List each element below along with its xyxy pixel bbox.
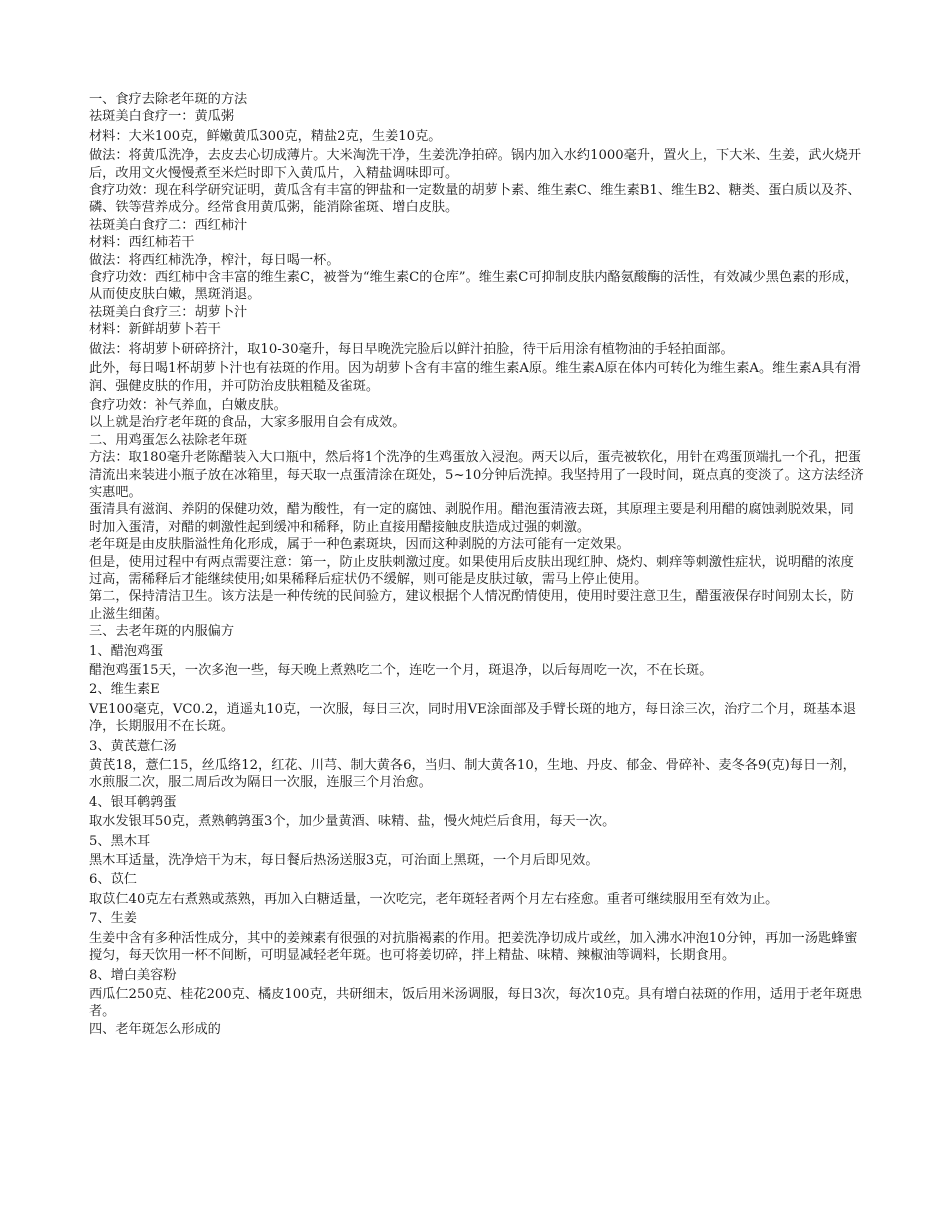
heading-section-4: 四、老年斑怎么形成的 [89,1021,221,1037]
paragraph-egg-effect: 老年斑是由皮肤脂溢性角化形成，属于一种色素斑块，因而这种剥脱的方法可能有一定效果。 [89,537,630,553]
heading-section-1: 一、食疗去除老年斑的方法 [89,92,248,107]
paragraph-method-2: 做法：将西红柿洗净，榨汁，每日喝一杯。 [89,252,340,268]
paragraph-summary-1: 以上就是治疗老年斑的食品，大家多服用自会有成效。 [89,415,406,431]
document-body [89,91,864,1038]
paragraph-ingredients-2: 材料：西红柿若干 [89,235,195,251]
subheading-therapy-3: 祛斑美白食疗三：胡萝卜汁 [89,304,248,320]
paragraph-method-3: 做法：将胡萝卜研碎挤汁，取10-30毫升，每日早晚洗完脸后以鲜汁拍脸，待干后用涂有植物油的手轻拍面部。 [89,341,734,357]
remedy-text-1: 醋泡鸡蛋15天，一次多泡一些，每天晚上煮熟吃二个，连吃一个月，斑退净，以后每周吃一次，不在长斑。 [89,663,713,678]
paragraph-carrot-note: 此外，每日喝1杯胡萝卜汁也有祛斑的作用。因为胡萝卜含有丰富的维生素A原。维生素A原在体内可转化为维生素A。维生素A具有滑润、强健皮肤的作用，并可防治皮肤粗糙及雀斑。 [89,361,861,394]
paragraph-egg-method: 方法：取180毫升老陈醋装入大口瓶中，然后将1个洗净的生鸡蛋放入浸泡。两天以后，蛋壳被软化，用针在鸡蛋顶端扎一个孔，把蛋清流出来装进小瓶子放在冰箱里，每天取一点蛋清涂在斑处，5~10分钟后洗掉。我坚持用了一段时间，斑点真的变淡了。这方法经济实惠吧。 [89,450,864,500]
remedy-text-5: 黑木耳适量，洗净焙干为末，每日餐后热汤送服3克，可治面上黑斑，一个月后即见效。 [89,853,599,869]
paragraph-ingredients-3: 材料：新鲜胡萝卜若干 [89,322,221,338]
remedy-text-6: 取苡仁40克左右煮熟或蒸熟，再加入白糖适量，一次吃完，老年斑轻者两个月左右痊愈。重者可继续服用至有效为止。 [89,891,779,907]
remedy-title-4: 4、银耳鹌鹑蛋 [89,794,177,810]
remedy-title-1: 1、醋泡鸡蛋 [89,643,164,659]
heading-section-3: 三、去老年斑的内服偏方 [89,624,235,640]
remedy-title-8: 8、增白美容粉 [89,967,177,983]
subheading-therapy-1: 祛斑美白食疗一：黄瓜粥 [89,109,235,125]
remedy-text-3: 黄芪18，薏仁15，丝瓜络12，红花、川芎、制大黄各6，当归、制大黄各10，生地、丹皮、郁金、骨碎补、麦冬各9(克)每日一剂，水煎服二次，服二周后改为隔日一次服，连服三个月治愈。 [89,758,856,791]
paragraph-effect-2: 食疗功效：西红柿中含丰富的维生素C，被誉为“维生素C的仓库”。维生素C可抑制皮肤内酪氨酸酶的活性，有效减少黑色素的形成，从而使皮肤白嫩，黑斑消退。 [89,270,859,303]
remedy-text-4: 取水发银耳50克，煮熟鹌鹑蛋3个，加少量黄酒、味精、盐，慢火炖烂后食用，每天一次。 [89,814,616,830]
remedy-title-5: 5、黑木耳 [89,833,151,849]
paragraph-egg-principle: 蛋清具有滋润、养阴的保健功效，醋为酸性，有一定的腐蚀、剥脱作用。醋泡蛋清液去斑，其原理主要是利用醋的腐蚀剥脱效果，同时加入蛋清，对醋的刺激性起到缓冲和稀释，防止直接用醋接触皮肤造成过强的刺激。 [89,502,854,535]
paragraph-ingredients-1: 材料：大米100克，鲜嫩黄瓜300克，精盐2克，生姜10克。 [89,128,442,144]
remedy-text-7: 生姜中含有多种活性成分，其中的姜辣素有很强的对抗脂褐素的作用。把姜洗净切成片或丝，加入沸水冲泡10分钟，再加一汤匙蜂蜜搅匀，每天饮用一杯不间断，可明显减轻老年斑。也可将姜切碎，拌上精盐、味精、辣椒油等调料，长期食用。 [89,930,858,964]
subheading-therapy-2: 祛斑美白食疗二：西红柿汁 [89,217,248,233]
remedy-title-7: 7、生姜 [89,911,137,927]
paragraph-egg-caution-1: 但是，使用过程中有两点需要注意：第一，防止皮肤刺激过度。如果使用后皮肤出现红肿、烧灼、刺痒等刺激性症状，说明醋的浓度过高，需稀释后才能继续使用;如果稀释后症状仍不缓解，则可能是皮肤过敏，需马上停止使用。 [89,554,854,587]
remedy-text-2: VE100毫克，VC0.2，逍遥丸10克，一次服，每日三次，同时用VE涂面部及手臂长斑的地方，每日涂三次，治疗二个月，斑基本退净，长期服用不在长斑。 [89,701,857,735]
paragraph-effect-3: 食疗功效：补气养血，白嫩皮肤。 [89,397,287,413]
remedy-title-3: 3、黄芪薏仁汤 [89,738,177,754]
paragraph-effect-1: 食疗功效：现在科学研究证明，黄瓜含有丰富的钾盐和一定数量的胡萝卜素、维生素C、维生素B1、维生B2、糖类、蛋白质以及芥、磷、铁等营养成分。经常食用黄瓜粥，能消除雀斑、增白皮肤。 [89,183,861,216]
remedy-title-2: 2、维生素E [89,682,160,698]
paragraph-method-1: 做法：将黄瓜洗净，去皮去心切成薄片。大米淘洗干净，生姜洗净拍碎。锅内加入水约1000毫升，置火上，下大米、生姜，武火烧开后，改用文火慢慢煮至米烂时即下入黄瓜片，入精盐调味即可。 [89,148,862,181]
remedy-title-6: 6、苡仁 [89,872,137,888]
remedy-text-8: 西瓜仁250克、桂花200克、橘皮100克，共研细末，饭后用米汤调服，每日3次，每次10克。具有增白祛斑的作用，适用于老年斑患者。 [89,986,863,1020]
paragraph-egg-caution-2: 第二，保持清洁卫生。该方法是一种传统的民间验方，建议根据个人情况酌情使用，使用时要注意卫生，醋蛋液保存时间别太长，防止滋生细菌。 [89,589,854,622]
heading-section-2: 二、用鸡蛋怎么祛除老年斑 [89,432,248,448]
